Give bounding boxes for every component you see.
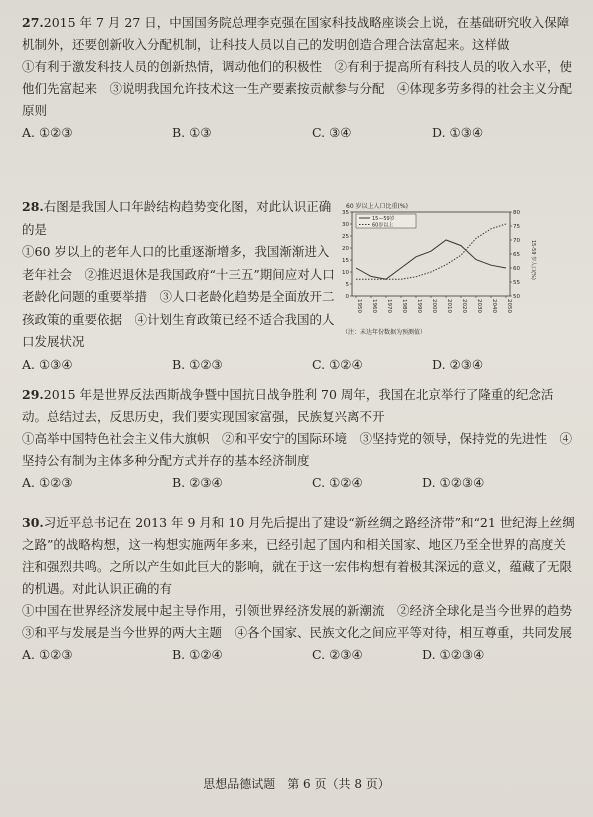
population-age-chart — [340, 200, 540, 338]
option-b[interactable]: B. ①②③ — [172, 357, 223, 372]
question-28-statements: ①60 岁以上的老年人口的比重逐渐增多，我国渐渐进入老年社会 ②推迟退休是我国政府“十三五”期间应对人口老龄化问题的重要举措 ③人口老龄化趋势是全面放开二孩政策的重要依据 ④计划生育政策已经不适合我国的人口发展状况 — [22, 244, 335, 349]
question-29-statements: ①高举中国特色社会主义伟大旗帜 ②和平安宁的国际环境 ③坚持党的领导，保持党的先进性 ④坚持公有制为主体多种分配方式并存的基本经济制度 — [22, 431, 573, 468]
question-30-statements: ①中国在世界经济发展中起主导作用，引领世界经济发展的新潮流 ②经济全球化是当今世界的趋势 ③和平与发展是当今世界的两大主题 ④各个国家、民族文化之间应平等对待，相互尊重，共同发展 — [22, 603, 585, 640]
option-b[interactable]: B. ②③④ — [172, 475, 223, 490]
y-right-tick-label: 50 — [513, 294, 520, 300]
x-tick-label: 2020 — [461, 299, 467, 313]
x-tick-label: 1980 — [401, 299, 407, 313]
y-left-tick-label: 15 — [342, 258, 349, 264]
y-right-tick-label: 60 — [513, 266, 520, 272]
question-28 — [22, 196, 337, 354]
y-right-tick-label: 70 — [513, 238, 520, 244]
question-27-options — [22, 122, 577, 144]
x-tick-label: 2000 — [431, 299, 437, 313]
chart-note: （注：未达年份数据为预测值） — [342, 329, 427, 336]
option-d[interactable]: D. ①②③④ — [422, 647, 485, 662]
option-d[interactable]: D. ①③④ — [432, 125, 484, 140]
option-b[interactable]: B. ①③ — [172, 125, 212, 140]
option-b[interactable]: B. ①②④ — [172, 647, 223, 662]
legend-label-1: 60岁以上 — [372, 222, 394, 229]
option-c[interactable]: C. ①②④ — [312, 475, 363, 490]
y-right-tick-label: 75 — [513, 224, 520, 230]
y-left-tick-label: 35 — [342, 210, 349, 216]
question-29-stem: 29.2015 年是世界反法西斯战争暨中国抗日战争胜利 70 周年，我国在北京举行了隆重的纪念活动。总结过去，反思历史，我们要实现国家富强，民族复兴离不开 — [22, 387, 554, 424]
y-left-tick-label: 10 — [342, 270, 349, 276]
y-right-tick-label: 80 — [513, 210, 520, 216]
chart-legend — [356, 214, 416, 229]
y-right-tick-label: 65 — [513, 252, 520, 258]
option-a[interactable]: A. ①②③ — [22, 125, 73, 140]
question-29-options — [22, 472, 577, 494]
x-tick-label: 1990 — [416, 299, 422, 313]
option-c[interactable]: C. ②③④ — [312, 647, 363, 662]
question-30-options — [22, 644, 577, 666]
series-line-0 — [356, 240, 506, 279]
question-29 — [22, 384, 577, 494]
option-d[interactable]: D. ②③④ — [432, 357, 484, 372]
y-right-tick-label: 55 — [513, 280, 520, 286]
question-27-statements: ①有利于激发科技人员的创新热情，调动他们的积极性 ②有利于提高所有科技人员的收入水平，使他们先富起来 ③说明我国允许技术这一生产要素按贡献参与分配 ④体现多劳多得的社会主义分配原则 — [22, 59, 573, 118]
question-28-options-row — [22, 354, 577, 376]
legend-label-0: 15—59岁 — [372, 216, 395, 222]
y-left-tick-label: 20 — [342, 246, 349, 252]
y-left-tick-label: 5 — [345, 282, 349, 288]
option-c[interactable]: C. ③④ — [312, 125, 352, 140]
chart-title: 60 岁以上人口比重(%) — [346, 203, 408, 210]
x-tick-label: 2010 — [446, 299, 452, 313]
question-30-stem: 30.习近平总书记在 2013 年 9 月和 10 月先后提出了建设“新丝绸之路经济带”和“21 世纪海上丝绸之路”的战略构想，这一构想实施两年多来，已经引起了国内和相关国家、地区乃至全世界的高度关注和强烈共鸣。之所以产生如此巨大的影响，就在于这一宏伟构想有着极其深远的意义，蕴藏了无限的机遇。对此认识正确的有 — [22, 515, 575, 596]
x-tick-label: 2050 — [506, 299, 512, 313]
question-30 — [22, 512, 585, 666]
x-tick-label: 1960 — [371, 299, 377, 313]
y-left-tick-label: 30 — [342, 222, 349, 228]
option-a[interactable]: A. ①②③ — [22, 647, 73, 662]
option-a[interactable]: A. ①③④ — [22, 357, 73, 372]
option-a[interactable]: A. ①②③ — [22, 475, 73, 490]
chart-right-label: 15-59 岁人口(%) — [530, 240, 536, 280]
x-tick-label: 2030 — [476, 299, 482, 313]
y-left-tick-label: 25 — [342, 234, 349, 240]
question-28-stem: 28.右图是我国人口年龄结构趋势变化图，对此认识正确的是 — [22, 199, 332, 237]
x-tick-label: 1950 — [356, 299, 362, 313]
question-28-options — [22, 354, 577, 376]
option-d[interactable]: D. ①②③④ — [422, 475, 485, 490]
page-footer: 思想品德试题 第 6 页（共 8 页） — [203, 777, 390, 791]
question-27 — [22, 12, 577, 144]
option-c[interactable]: C. ①②④ — [312, 357, 363, 372]
x-tick-label: 2040 — [491, 299, 497, 313]
x-tick-label: 1970 — [386, 299, 392, 313]
y-left-tick-label: 0 — [345, 294, 349, 300]
question-27-stem: 27.2015 年 7 月 27 日，中国国务院总理李克强在国家科技战略座谈会上说，在基础研究收入保障机制外，还要创新收入分配机制，让科技人员以自己的发明创造合理合法富起来。这样做 — [22, 15, 570, 52]
